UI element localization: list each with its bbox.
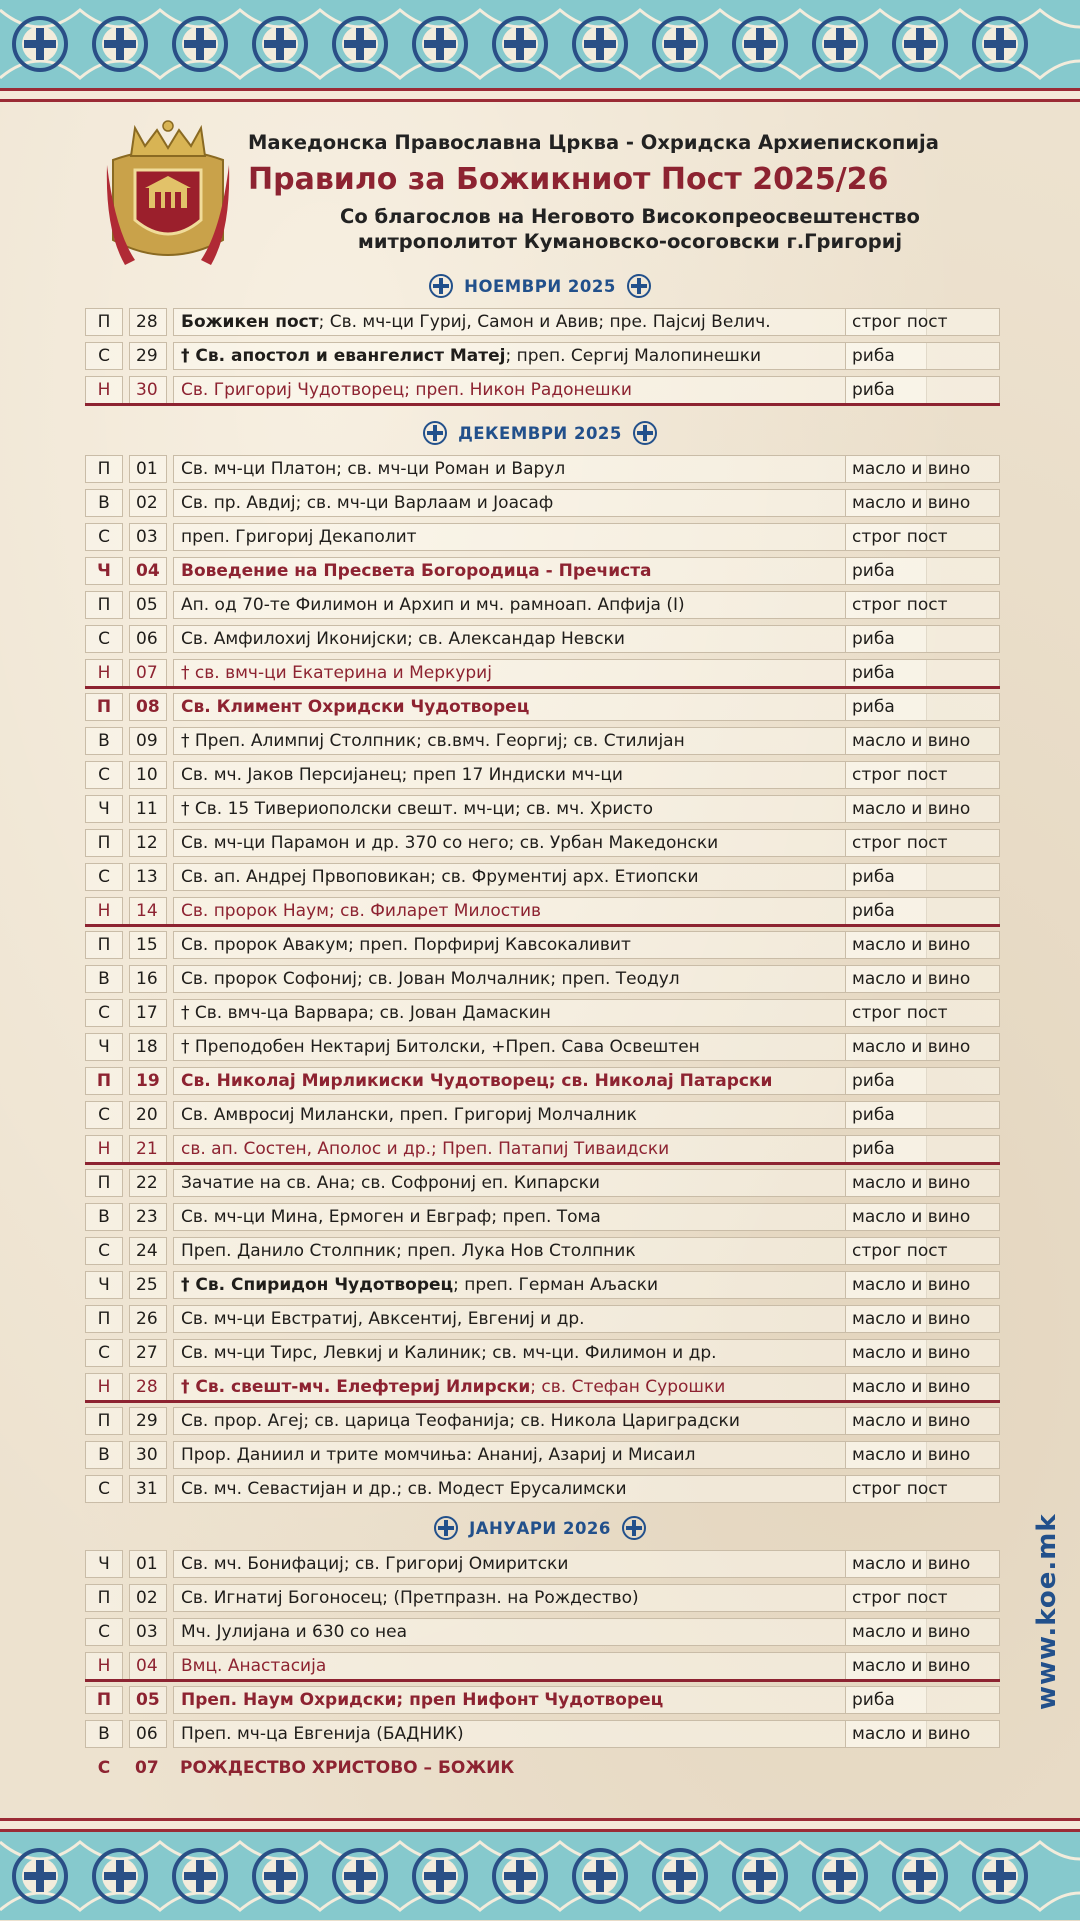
weekday-cell: С [85, 1237, 123, 1265]
weekday-cell: П [85, 693, 123, 721]
weekday-cell: Н [85, 1652, 123, 1680]
feast-highlight: † Св. апостол и евангелист Матеј [181, 346, 506, 366]
feast-description-cell [173, 931, 927, 959]
weekday-cell: С [85, 863, 123, 891]
date-cell: 29 [129, 342, 167, 370]
feast-highlight: Св. Климент Охридски Чудотворец [181, 697, 530, 717]
fasting-rule-cell: риба [845, 897, 1000, 925]
table-row [85, 792, 1000, 826]
table-row [85, 1717, 1000, 1751]
feast-text: Св. мч-ци Парамон и др. 370 со него; св. Урбан Македонски [181, 833, 719, 853]
weekday-cell: С [85, 999, 123, 1027]
weekday-cell: П [85, 1407, 123, 1435]
feast-text: Св. пророк Софониј; св. Јован Молчалник; преп. Теодул [181, 969, 680, 989]
feast-description-cell [173, 523, 927, 551]
weekday-cell: С [97, 1758, 111, 1778]
feast-description-cell [173, 1686, 927, 1714]
fasting-rule-cell: масло и вино [845, 1618, 1000, 1646]
feast-text: Св. мч. Севастијан и др.; св. Модест Ерусалимски [181, 1479, 627, 1499]
weekday-cell: С [85, 1475, 123, 1503]
date-cell: 12 [129, 829, 167, 857]
church-name: Македонска Православна Црква - Охридска Архиепископија [248, 131, 939, 154]
weekday-cell: В [85, 1441, 123, 1469]
feast-description-cell [173, 829, 927, 857]
fasting-rule-cell: строг пост [845, 591, 1000, 619]
feast-text: ; преп. Сергиј Малопинешки [505, 346, 762, 366]
weekday-cell: П [85, 1067, 123, 1095]
fasting-rule-cell: риба [845, 557, 1000, 585]
weekday-cell: Н [85, 659, 123, 687]
feast-text: ; Св. мч-ци Гуриј, Самон и Авив; пре. Пајсиј Велич. [318, 312, 771, 332]
feast-text: ; преп. Герман Аљаски [453, 1275, 658, 1295]
month-header-november [0, 271, 1080, 301]
table-row [85, 962, 1000, 996]
date-cell: 28 [129, 1373, 167, 1401]
feast-description-cell [173, 1754, 927, 1782]
feast-text: Св. прор. Агеј; св. царица Теофанија; св. Никола Цариградски [181, 1411, 740, 1431]
fasting-rule-cell: риба [845, 1686, 1000, 1714]
date-cell: 01 [129, 1550, 167, 1578]
date-cell: 13 [129, 863, 167, 891]
date-cell: 02 [129, 1584, 167, 1612]
feast-text: Св. мч. Бонифациј; св. Григориј Омиритски [181, 1554, 569, 1574]
date-cell: 09 [129, 727, 167, 755]
fasting-rule-cell: риба [845, 1067, 1000, 1095]
ornament-pattern-top [0, 0, 1080, 88]
date-cell: 03 [129, 523, 167, 551]
table-row [85, 588, 1000, 622]
top-ornament-rule [0, 88, 1080, 102]
feast-text: Св. Амфилохиј Иконијски; св. Александар Невски [181, 629, 625, 649]
weekday-cell: Ч [85, 1271, 123, 1299]
fasting-rule-cell: масло и вино [845, 455, 1000, 483]
weekday-cell: П [85, 829, 123, 857]
feast-text: Прор. Даниил и трите момчиња: Ананиј, Азариј и Мисаил [181, 1445, 696, 1465]
blessing-metropolitan: митрополитот Кумановско-осоговски г.Григориј [357, 230, 903, 253]
weekday-cell: Н [85, 1135, 123, 1163]
feast-highlight: Св. Николај Мирликиски Чудотворец [181, 1071, 549, 1091]
weekday-cell: Н [85, 1373, 123, 1401]
fasting-rule-cell: масло и вино [845, 1550, 1000, 1578]
weekday-cell: Н [85, 376, 123, 404]
date-cell: 05 [129, 591, 167, 619]
table-row [85, 724, 1000, 758]
date-cell: 24 [129, 1237, 167, 1265]
weekday-cell: В [85, 965, 123, 993]
weekday-cell: П [85, 308, 123, 336]
fasting-rule-cell: риба [845, 625, 1000, 653]
ornament-pattern-bottom [0, 1832, 1080, 1920]
fasting-rule-cell: риба [845, 1101, 1000, 1129]
table-row [85, 656, 1000, 690]
weekday-cell: П [85, 591, 123, 619]
feast-description-cell [173, 1169, 927, 1197]
feast-description-cell [173, 1271, 927, 1299]
month-name: ЈАНУАРИ 2026 [469, 1518, 611, 1538]
month-header-january [0, 1513, 1080, 1543]
date-cell: 08 [129, 693, 167, 721]
table-row [85, 1268, 1000, 1302]
feast-text: ; св. Стефан Сурошки [530, 1377, 726, 1397]
fasting-rule-cell: масло и вино [845, 1305, 1000, 1333]
date-cell: 02 [129, 489, 167, 517]
date-cell: 30 [129, 376, 167, 404]
feast-text: преп. Григориј Декаполит [181, 527, 417, 547]
weekday-cell: Ч [85, 1033, 123, 1061]
fasting-rule-cell: масло и вино [845, 727, 1000, 755]
date-cell: 30 [129, 1441, 167, 1469]
feast-text: † Преподобен Нектариј Битолски, +Преп. Сава Освештен [181, 1037, 700, 1057]
page-title: Правило за Божикниот Пост 2025/26 [248, 162, 889, 197]
feast-description-cell [173, 1550, 927, 1578]
feast-highlight: † Св. свешт-мч. Елефтериј Илирски [181, 1377, 531, 1397]
date-cell: 16 [129, 965, 167, 993]
date-cell: 15 [129, 931, 167, 959]
table-row [85, 1472, 1000, 1506]
table-row [85, 1166, 1000, 1200]
date-cell: 21 [129, 1135, 167, 1163]
feast-highlight: Божикен пост [181, 312, 319, 332]
table-row [85, 690, 1000, 724]
feast-highlight: Воведение на Пресвета Богородица - Пречиста [181, 561, 652, 581]
date-cell: 07 [135, 1758, 159, 1778]
date-cell: 06 [129, 625, 167, 653]
date-cell: 11 [129, 795, 167, 823]
feast-text: Ап. од 70-те Филимон и Архип и мч. рамноап. Апфија (I) [181, 595, 685, 615]
feast-text: Вмц. Анастасија [181, 1656, 327, 1676]
weekday-cell: В [85, 1203, 123, 1231]
fasting-rule-cell: масло и вино [845, 965, 1000, 993]
fasting-rule-cell: строг пост [845, 1475, 1000, 1503]
weekday-cell: Н [85, 897, 123, 925]
feast-description-cell [173, 1475, 927, 1503]
fasting-rule-cell: масло и вино [845, 1169, 1000, 1197]
month-name: ДЕКЕМВРИ 2025 [458, 423, 622, 443]
table-row [85, 1030, 1000, 1064]
fasting-rule-cell: риба [845, 863, 1000, 891]
weekday-cell: Ч [85, 557, 123, 585]
feast-description-cell [173, 863, 927, 891]
feast-description-cell [173, 1652, 927, 1680]
table-row [85, 520, 1000, 554]
weekday-cell: С [85, 625, 123, 653]
table-row [85, 1751, 1000, 1785]
top-ornament-band [0, 0, 1080, 88]
date-cell: 04 [129, 557, 167, 585]
feast-description-cell [173, 761, 927, 789]
date-cell: 06 [129, 1720, 167, 1748]
weekday-cell: П [85, 455, 123, 483]
feast-description-cell [173, 1135, 927, 1163]
fasting-rule-cell: строг пост [845, 761, 1000, 789]
fasting-rule-cell: строг пост [845, 1584, 1000, 1612]
cross-ornament-icon [621, 1515, 647, 1541]
cross-ornament-icon [422, 420, 448, 446]
table-row [85, 1064, 1000, 1098]
feast-description-cell [173, 999, 927, 1027]
cross-ornament-icon [626, 273, 652, 299]
weekday-cell: С [85, 342, 123, 370]
fasting-rule-cell: строг пост [845, 1237, 1000, 1265]
feast-description-cell [173, 1584, 927, 1612]
date-cell: 04 [129, 1652, 167, 1680]
cross-ornament-icon [428, 273, 454, 299]
feast-highlight: РОЖДЕСТВО ХРИСТОВО – БОЖИК [180, 1758, 515, 1778]
date-cell: 28 [129, 308, 167, 336]
weekday-cell: Ч [85, 795, 123, 823]
table-row [85, 1336, 1000, 1370]
weekday-cell: С [85, 761, 123, 789]
feast-description-cell [173, 455, 927, 483]
weekday-cell: П [85, 1686, 123, 1714]
feast-text: Мч. Јулијана и 630 со неа [181, 1622, 408, 1642]
weekday-cell: В [85, 727, 123, 755]
feast-text: Св. мч-ци Платон; св. мч-ци Роман и Варул [181, 459, 566, 479]
feast-text: Св. мч-ци Мина, Ермоген и Евграф; преп. Тома [181, 1207, 601, 1227]
date-cell: 01 [129, 455, 167, 483]
date-cell: 23 [129, 1203, 167, 1231]
table-row [85, 1547, 1000, 1581]
feast-text: Св. мч. Јаков Персијанец; преп 17 Индиски мч-ци [181, 765, 623, 785]
fasting-rule-cell: масло и вино [845, 1203, 1000, 1231]
feast-description-cell [173, 1407, 927, 1435]
table-row [85, 622, 1000, 656]
feast-description-cell [173, 965, 927, 993]
bottom-ornament-rule [0, 1818, 1080, 1832]
weekday-cell: П [85, 1169, 123, 1197]
feast-highlight: † Св. Спиридон Чудотворец [181, 1275, 454, 1295]
feast-description-cell [173, 489, 927, 517]
feast-text: † Св. 15 Тивериополски свешт. мч-ци; св. мч. Христо [181, 799, 654, 819]
feast-text: † Св. вмч-ца Варвара; св. Јован Дамаскин [181, 1003, 551, 1023]
cross-ornament-icon [433, 1515, 459, 1541]
church-crest-icon [105, 120, 231, 270]
date-cell: 19 [129, 1067, 167, 1095]
feast-description-cell [173, 897, 927, 925]
table-row [85, 1132, 1000, 1166]
table-row [85, 1615, 1000, 1649]
date-cell: 26 [129, 1305, 167, 1333]
table-row [85, 1098, 1000, 1132]
date-cell: 10 [129, 761, 167, 789]
feast-text: Св. пр. Авдиј; св. мч-ци Варлаам и Јоасаф [181, 493, 554, 513]
table-row [85, 1370, 1000, 1404]
date-cell: 31 [129, 1475, 167, 1503]
feast-description-cell [173, 1203, 927, 1231]
feast-description-cell [173, 727, 927, 755]
feast-text: Преп. мч-ца Евгенија (БАДНИК) [181, 1724, 464, 1744]
feast-text: Св. пророк Авакум; преп. Порфириј Кавсокаливит [181, 935, 631, 955]
month-name: НОЕМВРИ 2025 [464, 276, 616, 296]
cross-ornament-icon [632, 420, 658, 446]
feast-description-cell [173, 1101, 927, 1129]
fasting-rule-cell: масло и вино [845, 1407, 1000, 1435]
table-row [85, 486, 1000, 520]
feast-description-cell [173, 1441, 927, 1469]
weekday-cell: С [85, 1618, 123, 1646]
date-cell: 07 [129, 659, 167, 687]
feast-description-cell [173, 376, 927, 404]
fasting-rule-cell: масло и вино [845, 795, 1000, 823]
feast-text: Св. мч-ци Тирс, Левкиј и Калиник; св. мч-ци. Филимон и др. [181, 1343, 717, 1363]
fasting-rule-cell: строг пост [845, 829, 1000, 857]
feast-text: † св. вмч-ци Екатерина и Меркуриј [181, 663, 492, 683]
table-row [85, 1683, 1000, 1717]
feast-description-cell [173, 625, 927, 653]
fasting-rule-cell: масло и вино [845, 1339, 1000, 1367]
fasting-rule-cell: риба [845, 693, 1000, 721]
date-cell: 14 [129, 897, 167, 925]
date-cell: 20 [129, 1101, 167, 1129]
fasting-rule-cell: масло и вино [845, 931, 1000, 959]
feast-description-cell [173, 1237, 927, 1265]
weekday-cell: В [85, 1720, 123, 1748]
feast-description-cell [173, 1339, 927, 1367]
table-row [85, 1581, 1000, 1615]
feast-description-cell [173, 1720, 927, 1748]
fasting-rule-cell: масло и вино [845, 1033, 1000, 1061]
table-row [85, 894, 1000, 928]
date-cell: 25 [129, 1271, 167, 1299]
weekday-cell: С [85, 1339, 123, 1367]
table-row [85, 1404, 1000, 1438]
table-row [85, 373, 1000, 407]
fasting-rule-cell: риба [845, 376, 1000, 404]
feast-description-cell [173, 1305, 927, 1333]
table-row [85, 1649, 1000, 1683]
weekday-cell: П [85, 1584, 123, 1612]
table-row [85, 860, 1000, 894]
feast-description-cell [173, 557, 927, 585]
date-cell: 18 [129, 1033, 167, 1061]
bottom-ornament-band [0, 1832, 1080, 1920]
date-cell: 22 [129, 1169, 167, 1197]
feast-description-cell [173, 1373, 927, 1401]
table-row [85, 305, 1000, 339]
feast-text: Преп. Данило Столпник; преп. Лука Нов Столпник [181, 1241, 636, 1261]
feast-text: Св. Григориј Чудотворец; преп. Никон Радонешки [181, 380, 632, 400]
fasting-rule-cell: масло и вино [845, 1373, 1000, 1401]
table-row [85, 928, 1000, 962]
feast-description-cell [173, 591, 927, 619]
feast-description-cell [173, 659, 927, 687]
fasting-rule-cell: строг пост [845, 308, 1000, 336]
feast-description-cell [173, 693, 927, 721]
weekday-cell: П [85, 1305, 123, 1333]
date-cell: 05 [129, 1686, 167, 1714]
table-row [85, 1302, 1000, 1336]
feast-description-cell [173, 308, 927, 336]
table-row [85, 339, 1000, 373]
fasting-rule-cell: масло и вино [845, 489, 1000, 517]
feast-text: Св. мч-ци Евстратиј, Авксентиј, Евгениј и др. [181, 1309, 585, 1329]
fasting-rule-cell: строг пост [845, 999, 1000, 1027]
table-row [85, 996, 1000, 1030]
month-header-december [0, 418, 1080, 448]
date-cell: 17 [129, 999, 167, 1027]
feast-description-cell [173, 1033, 927, 1061]
weekday-cell: П [85, 931, 123, 959]
site-url[interactable]: www.koe.mk [1032, 1513, 1062, 1710]
date-cell: 27 [129, 1339, 167, 1367]
table-row [85, 1200, 1000, 1234]
fasting-rule-cell: масло и вино [845, 1720, 1000, 1748]
fasting-rule-cell: риба [845, 659, 1000, 687]
feast-text: ; св. Николај Патарски [548, 1071, 773, 1091]
weekday-cell: В [85, 489, 123, 517]
feast-text: Зачатие на св. Ана; св. Софрониј еп. Кипарски [181, 1173, 600, 1193]
feast-highlight: Преп. Наум Охридски; преп Нифонт Чудотворец [181, 1690, 664, 1710]
fasting-rule-cell: риба [845, 342, 1000, 370]
feast-description-cell [173, 342, 927, 370]
date-cell: 03 [129, 1618, 167, 1646]
fasting-rule-cell: строг пост [845, 523, 1000, 551]
weekday-cell: С [85, 523, 123, 551]
feast-text: Св. ап. Андреј Првоповикан; св. Фрументиј арх. Етиопски [181, 867, 699, 887]
feast-text: † Преп. Алимпиј Столпник; св.вмч. Георгиј; св. Стилијан [181, 731, 685, 751]
table-row [85, 1234, 1000, 1268]
feast-text: Св. Игнатиј Богоносец; (Претпразн. на Рождество) [181, 1588, 639, 1608]
table-row [85, 826, 1000, 860]
feast-description-cell [173, 1067, 927, 1095]
table-row [85, 452, 1000, 486]
table-row [85, 758, 1000, 792]
fasting-rule-cell: риба [845, 1135, 1000, 1163]
blessing-line: Со благослов на Неговото Високопреосвештенство [340, 205, 920, 228]
feast-text: Св. пророк Наум; св. Филарет Милостив [181, 901, 542, 921]
weekday-cell: С [85, 1101, 123, 1129]
feast-description-cell [173, 1618, 927, 1646]
date-cell: 29 [129, 1407, 167, 1435]
feast-description-cell [173, 795, 927, 823]
fasting-rule-cell: масло и вино [845, 1441, 1000, 1469]
table-row [85, 1438, 1000, 1472]
weekday-cell: Ч [85, 1550, 123, 1578]
feast-text: Св. Амвросиј Милански, преп. Григориј Молчалник [181, 1105, 637, 1125]
feast-text: св. ап. Состен, Аполос и др.; Преп. Патапиј Тиваидски [181, 1139, 670, 1159]
table-row [85, 554, 1000, 588]
fasting-rule-cell: масло и вино [845, 1271, 1000, 1299]
fasting-rule-cell: масло и вино [845, 1652, 1000, 1680]
